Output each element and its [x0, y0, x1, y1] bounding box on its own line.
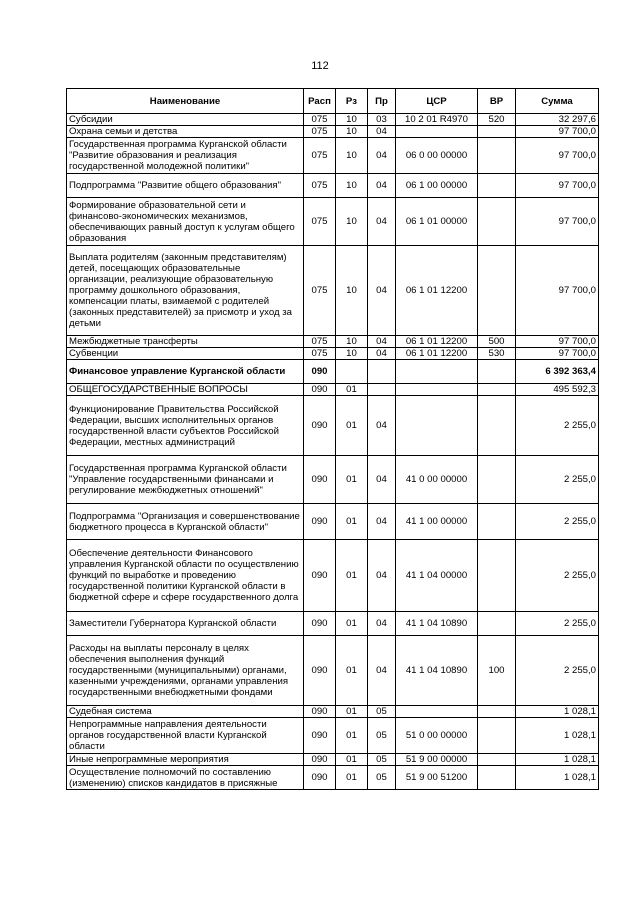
- cell-rasp: 090: [304, 766, 336, 790]
- cell-vr: [478, 540, 516, 612]
- cell-sum: 6 392 363,4: [516, 360, 599, 384]
- cell-csr: 41 0 00 00000: [396, 456, 478, 504]
- table-row: [67, 504, 599, 540]
- cell-pr: 04: [368, 456, 396, 504]
- cell-csr: 06 1 01 00000: [396, 198, 478, 246]
- cell-sum: 1 028,1: [516, 706, 599, 718]
- page-number: 112: [311, 60, 329, 72]
- cell-csr: 51 9 00 00000: [396, 754, 478, 766]
- cell-name: Субвенции: [67, 348, 304, 360]
- cell-rz: 01: [336, 754, 368, 766]
- cell-sum: 97 700,0: [516, 348, 599, 360]
- cell-rasp: 075: [304, 336, 336, 348]
- cell-rz: 01: [336, 396, 368, 456]
- cell-csr: 41 1 04 10890: [396, 612, 478, 636]
- cell-sum: 32 297,6: [516, 114, 599, 126]
- table-row: [67, 754, 599, 766]
- cell-vr: [478, 396, 516, 456]
- cell-pr: 05: [368, 766, 396, 790]
- cell-rz: 10: [336, 114, 368, 126]
- cell-csr: 06 0 00 00000: [396, 138, 478, 174]
- cell-rasp: 075: [304, 174, 336, 198]
- table-row: [67, 246, 599, 336]
- cell-rasp: 090: [304, 504, 336, 540]
- cell-rz: [336, 360, 368, 384]
- header-pr: Пр: [368, 89, 396, 114]
- cell-csr: 41 1 04 10890: [396, 636, 478, 706]
- cell-name: Субсидии: [67, 114, 304, 126]
- cell-sum: 2 255,0: [516, 636, 599, 706]
- cell-name: Осуществление полномочий по составлению (изменению) списков кандидатов в присяжные: [67, 766, 304, 790]
- cell-pr: 04: [368, 348, 396, 360]
- cell-sum: 2 255,0: [516, 540, 599, 612]
- cell-sum: 97 700,0: [516, 138, 599, 174]
- table-row: [67, 174, 599, 198]
- cell-rz: 10: [336, 126, 368, 138]
- cell-rasp: 075: [304, 126, 336, 138]
- cell-rz: 10: [336, 336, 368, 348]
- header-rasp: Расп: [304, 89, 336, 114]
- cell-vr: 530: [478, 348, 516, 360]
- table-row: [67, 336, 599, 348]
- cell-rasp: 090: [304, 456, 336, 504]
- cell-pr: 04: [368, 540, 396, 612]
- cell-pr: 04: [368, 174, 396, 198]
- cell-sum: 495 592,3: [516, 384, 599, 396]
- cell-name: Заместители Губернатора Курганской области: [67, 612, 304, 636]
- table-row: [67, 540, 599, 612]
- cell-rz: 01: [336, 706, 368, 718]
- cell-csr: 06 1 01 12200: [396, 336, 478, 348]
- cell-name: Охрана семьи и детства: [67, 126, 304, 138]
- table-row: [67, 718, 599, 754]
- cell-pr: [368, 384, 396, 396]
- cell-vr: [478, 504, 516, 540]
- cell-sum: 2 255,0: [516, 456, 599, 504]
- cell-vr: 100: [478, 636, 516, 706]
- cell-rasp: 075: [304, 348, 336, 360]
- cell-rasp: 090: [304, 360, 336, 384]
- cell-vr: [478, 706, 516, 718]
- cell-csr: 41 1 00 00000: [396, 504, 478, 540]
- cell-rasp: 075: [304, 198, 336, 246]
- cell-vr: [478, 246, 516, 336]
- cell-rasp: 090: [304, 718, 336, 754]
- cell-name: Обеспечение деятельности Финансового управления Курганской области по осуществлению функций по выработке и проведению государственной политики Курганской области в бюджетной сфере и сфере государственного долга: [67, 540, 304, 612]
- header-vr: ВР: [478, 89, 516, 114]
- cell-rasp: 075: [304, 246, 336, 336]
- cell-rasp: 090: [304, 540, 336, 612]
- table-row: [67, 456, 599, 504]
- cell-pr: 04: [368, 138, 396, 174]
- cell-sum: 97 700,0: [516, 198, 599, 246]
- cell-sum: 97 700,0: [516, 246, 599, 336]
- cell-sum: 1 028,1: [516, 718, 599, 754]
- header-rz: Рз: [336, 89, 368, 114]
- header-csr: ЦСР: [396, 89, 478, 114]
- cell-rz: 10: [336, 348, 368, 360]
- cell-vr: [478, 138, 516, 174]
- cell-vr: [478, 612, 516, 636]
- cell-pr: 05: [368, 706, 396, 718]
- cell-vr: 520: [478, 114, 516, 126]
- cell-rz: 01: [336, 456, 368, 504]
- cell-sum: 97 700,0: [516, 126, 599, 138]
- cell-sum: 1 028,1: [516, 754, 599, 766]
- cell-rz: 01: [336, 718, 368, 754]
- cell-vr: [478, 384, 516, 396]
- cell-rasp: 075: [304, 138, 336, 174]
- cell-csr: [396, 360, 478, 384]
- cell-rz: 01: [336, 540, 368, 612]
- cell-sum: 1 028,1: [516, 766, 599, 790]
- table-row: [67, 384, 599, 396]
- cell-vr: [478, 198, 516, 246]
- cell-pr: 05: [368, 718, 396, 754]
- cell-pr: 05: [368, 754, 396, 766]
- table-row: [67, 636, 599, 706]
- cell-rasp: 090: [304, 612, 336, 636]
- cell-rasp: 090: [304, 396, 336, 456]
- cell-pr: 04: [368, 636, 396, 706]
- cell-rz: 01: [336, 384, 368, 396]
- cell-name: Расходы на выплаты персоналу в целях обеспечения выполнения функций государственными (муниципальными) органами, казенными учреждениями, органами управления государственными внебюджетными фондами: [67, 636, 304, 706]
- cell-vr: [478, 754, 516, 766]
- cell-rasp: 090: [304, 384, 336, 396]
- cell-rasp: 075: [304, 114, 336, 126]
- cell-rz: 10: [336, 198, 368, 246]
- cell-rz: 01: [336, 766, 368, 790]
- cell-name: Подпрограмма "Организация и совершенствование бюджетного процесса в Курганской области": [67, 504, 304, 540]
- cell-rz: 10: [336, 174, 368, 198]
- cell-csr: [396, 126, 478, 138]
- table-row: [67, 198, 599, 246]
- cell-vr: [478, 766, 516, 790]
- cell-pr: 03: [368, 114, 396, 126]
- cell-vr: [478, 456, 516, 504]
- table-row: [67, 360, 599, 384]
- table-row: [67, 396, 599, 456]
- cell-name: Государственная программа Курганской области "Развитие образования и реализация государственной молодежной политики": [67, 138, 304, 174]
- cell-vr: 500: [478, 336, 516, 348]
- cell-pr: 04: [368, 336, 396, 348]
- cell-rz: 01: [336, 636, 368, 706]
- cell-vr: [478, 718, 516, 754]
- table-row: [67, 612, 599, 636]
- table-row: [67, 126, 599, 138]
- cell-name: Иные непрограммные мероприятия: [67, 754, 304, 766]
- cell-rasp: 090: [304, 754, 336, 766]
- cell-name: ОБЩЕГОСУДАРСТВЕННЫЕ ВОПРОСЫ: [67, 384, 304, 396]
- cell-rz: 10: [336, 138, 368, 174]
- cell-rz: 10: [336, 246, 368, 336]
- cell-name: Финансовое управление Курганской области: [67, 360, 304, 384]
- cell-name: Непрограммные направления деятельности органов государственной власти Курганской области: [67, 718, 304, 754]
- cell-csr: 51 9 00 51200: [396, 766, 478, 790]
- cell-vr: [478, 360, 516, 384]
- cell-pr: 04: [368, 126, 396, 138]
- cell-csr: 41 1 04 00000: [396, 540, 478, 612]
- cell-rasp: 090: [304, 636, 336, 706]
- cell-sum: 2 255,0: [516, 612, 599, 636]
- cell-csr: [396, 384, 478, 396]
- cell-csr: 06 1 00 00000: [396, 174, 478, 198]
- budget-table: [66, 88, 599, 790]
- cell-sum: 2 255,0: [516, 504, 599, 540]
- cell-csr: 51 0 00 00000: [396, 718, 478, 754]
- cell-name: Подпрограмма "Развитие общего образования": [67, 174, 304, 198]
- table-header-row: [67, 89, 599, 114]
- cell-pr: 04: [368, 396, 396, 456]
- table-row: [67, 138, 599, 174]
- header-name: Наименование: [67, 89, 304, 114]
- cell-sum: 97 700,0: [516, 336, 599, 348]
- table-row: [67, 766, 599, 790]
- cell-csr: 06 1 01 12200: [396, 348, 478, 360]
- cell-rasp: 090: [304, 706, 336, 718]
- header-sum: Сумма: [516, 89, 599, 114]
- table-row: [67, 706, 599, 718]
- cell-sum: 97 700,0: [516, 174, 599, 198]
- cell-vr: [478, 174, 516, 198]
- cell-vr: [478, 126, 516, 138]
- cell-pr: 04: [368, 504, 396, 540]
- table-row: [67, 348, 599, 360]
- table-row: [67, 114, 599, 126]
- cell-name: Выплата родителям (законным представителям) детей, посещающих образовательные организации, реализующие образовательную программу дошкольного образования, компенсации платы, взимаемой с родителей (законных представителей) за присмотр и уход за детьми: [67, 246, 304, 336]
- cell-pr: 04: [368, 246, 396, 336]
- cell-name: Формирование образовательной сети и финансово-экономических механизмов, обеспечивающих равный доступ к услугам общего образования: [67, 198, 304, 246]
- cell-pr: 04: [368, 198, 396, 246]
- cell-name: Функционирование Правительства Российской Федерации, высших исполнительных органов государственной власти субъектов Российской Федерации, местных администраций: [67, 396, 304, 456]
- cell-csr: 06 1 01 12200: [396, 246, 478, 336]
- cell-name: Государственная программа Курганской области "Управление государственными финансами и регулирование межбюджетных отношений": [67, 456, 304, 504]
- cell-name: Межбюджетные трансферты: [67, 336, 304, 348]
- cell-pr: [368, 360, 396, 384]
- cell-csr: [396, 396, 478, 456]
- cell-pr: 04: [368, 612, 396, 636]
- cell-csr: [396, 706, 478, 718]
- cell-rz: 01: [336, 504, 368, 540]
- cell-name: Судебная система: [67, 706, 304, 718]
- cell-rz: 01: [336, 612, 368, 636]
- cell-csr: 10 2 01 R4970: [396, 114, 478, 126]
- cell-sum: 2 255,0: [516, 396, 599, 456]
